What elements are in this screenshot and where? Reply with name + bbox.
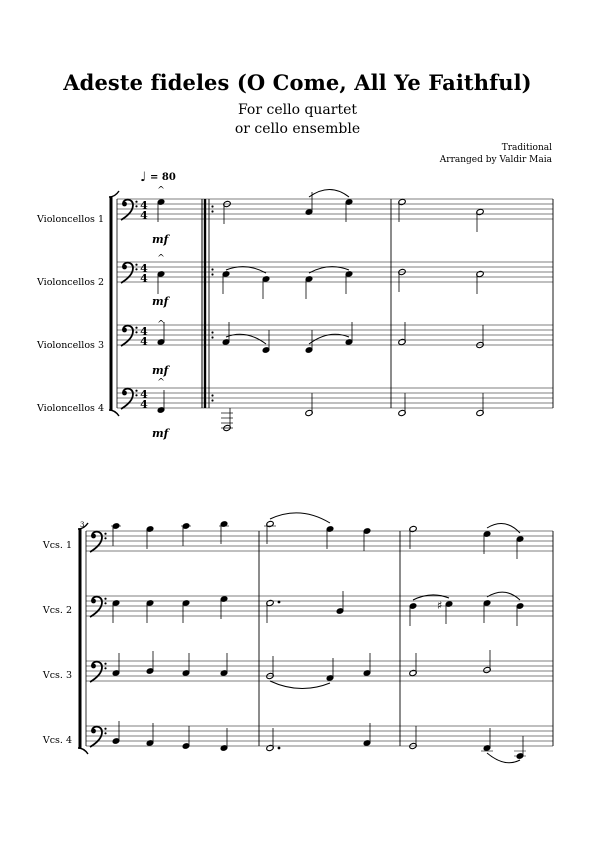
instrument-label: Vcs. 1: [42, 540, 72, 551]
instrument-label: Vcs. 4: [42, 735, 72, 746]
svg-text:4: 4: [140, 398, 148, 411]
staff-lines-system-1: [117, 199, 553, 408]
svg-text:mf: mf: [152, 427, 169, 440]
notes-measure-3: [111, 521, 229, 752]
svg-text:^: ^: [157, 254, 165, 264]
bass-clef-icon: [90, 532, 107, 747]
instrument-label: Violoncellos 4: [36, 403, 104, 414]
svg-text:^: ^: [157, 186, 165, 196]
svg-text:4: 4: [140, 388, 148, 401]
staff-lines-system-2: [86, 531, 553, 746]
score-subtitle-line2: or cello ensemble: [234, 121, 361, 137]
system-1: [36, 186, 553, 440]
notes-measure-2: [398, 198, 484, 416]
svg-text:4: 4: [140, 325, 148, 338]
notes-measure-4: [264, 513, 371, 752]
instrument-label: Vcs. 3: [42, 670, 72, 681]
svg-text:^: ^: [157, 320, 165, 330]
time-signature: [140, 199, 148, 411]
composer-credit: Traditional: [501, 143, 552, 153]
svg-text:^: ^: [157, 378, 165, 388]
bass-clef-icon: [121, 200, 138, 409]
score-title: Adeste fideles (O Come, All Ye Faithful): [63, 70, 532, 95]
instrument-label: Violoncellos 1: [36, 214, 104, 225]
notes-measure-1: [221, 190, 353, 432]
instrument-label: Violoncellos 2: [36, 277, 104, 288]
measure-number: 3: [80, 521, 85, 529]
instrument-label: Violoncellos 3: [36, 340, 104, 351]
instrument-label: Vcs. 2: [42, 605, 72, 616]
tempo-note-icon: ♩: [140, 170, 147, 185]
svg-text:4: 4: [140, 199, 148, 212]
svg-text:mf: mf: [152, 233, 169, 246]
sharp-icon: ♯: [437, 599, 443, 612]
svg-text:4: 4: [140, 335, 148, 348]
svg-text:4: 4: [140, 262, 148, 275]
notes-measure-5: [409, 524, 526, 763]
svg-text:mf: mf: [152, 364, 169, 377]
arranger-credit: Arranged by Valdir Maia: [439, 155, 552, 165]
svg-text:mf: mf: [152, 295, 169, 308]
svg-text:4: 4: [140, 272, 148, 285]
tempo-text: = 80: [150, 172, 176, 183]
score-subtitle-line1: For cello quartet: [237, 102, 358, 118]
svg-text:4: 4: [140, 209, 148, 222]
system-2: [42, 513, 553, 763]
